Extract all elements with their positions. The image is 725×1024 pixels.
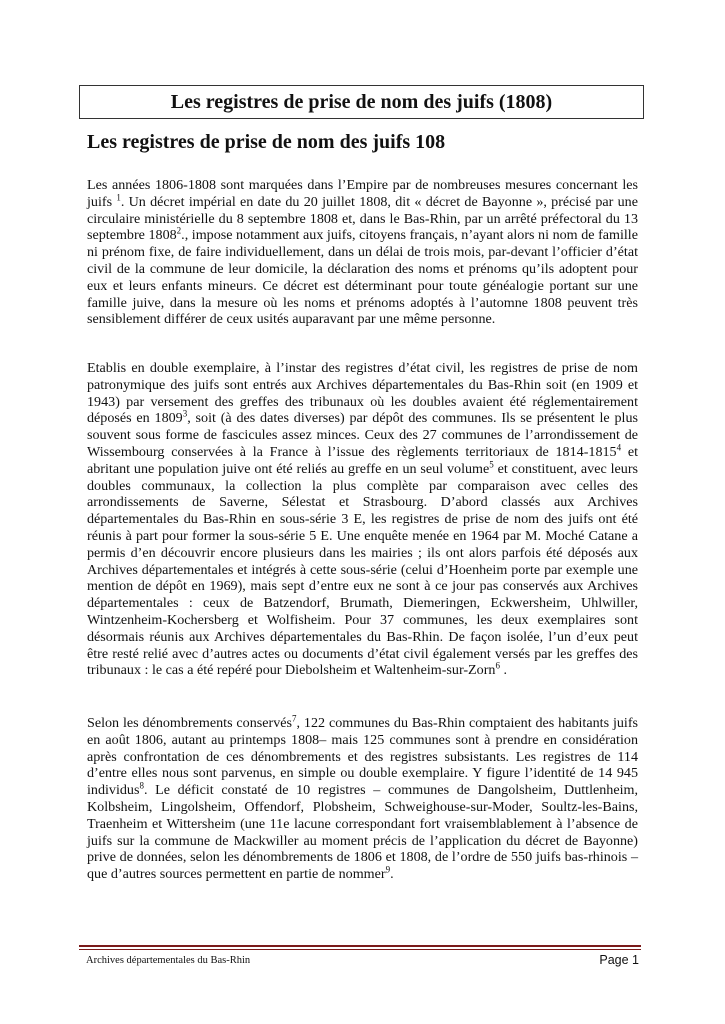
footnote-ref: 7 — [292, 713, 297, 724]
footnote-ref: 2 — [176, 225, 182, 236]
footnote-ref: 8 — [139, 780, 144, 791]
document-title: Les registres de prise de nom des juifs (1808) — [79, 85, 644, 119]
footnote-ref: 9 — [385, 864, 391, 875]
paragraph: Les années 1806-1808 sont marquées dans l’Empire par de nombreuses mesures concernant les juifs $^1$. Un décret impérial en date du 20 juillet 1808, dit « décret de Bayonne », précisé par une circulaire ministérielle du 8 septembre 1808 et, dans le Bas-Rhin, par un arrêté préfectoral du 13 septembre 1808$^2$., impose notamment aux juifs, citoyens français, n’ayant alors ni nom de famille ni prénom fixe, de faire individuellement, dans un délai de trois mois, par-devant l’officier d’état civil de la commune de leur domicile, la déclaration des noms et prénoms qu’ils adoptent pour eux et leurs enfants mineurs. Ce décret est déterminant pour toute généalogie portant sur une famille juive, dans la mesure où les noms et prénoms adoptés à l’automne 1808 peuvent très sensiblement différer de ceux usités auparavant par une même personne. — [87, 177, 638, 328]
paragraph: Etablis en double exemplaire, à l’instar des registres d’état civil, les registres de prise de nom patronymique des juifs sont entrés aux Archives départementales du Bas-Rhin soit (en 1909 et 1943) par versement des greffes des tribunaux où les doubles avaient été réglementairement déposés en 1809$^3$, soit (à des dates diverses) par dépôt des communes. Ils se présentent le plus souvent sous forme de fascicules assez minces. Ceux des 27 communes de l’arrondissement de Wissembourg conservées à la France à l’issue des règlements territoriaux de 1814-1815$^4$ et abritant une population juive ont été reliés au greffe en un seul volume$^5$ et constituent, avec leurs doubles communaux, la collection la plus complète par comparaison avec celles des arrondissements de Saverne, Sélestat et Strasbourg. D’abord classés aux Archives départementales du Bas-Rhin en sous-série 3 E, les registres de prise de nom des juifs ont été réunis à part pour former la sous-série 5 E. Une enquête menée en 1964 par M. Moché Catane a permis d’en découvrir encore plusieurs dans les mairies ; ils ont alors parfois été déposés aux Archives départementales et intégrés à cette sous-série (celui d’Hoenheim porte par exemple une mention de dépôt en 1969), mais sept d’entre eux ne sont à ce jour pas conservés aux Archives départementales : ceux de Batzendorf, Brumath, Diemeringen, Eckwersheim, Uhlwiller, Wintzenheim-Kochersberg et Wolfisheim. Pour 37 communes, les deux exemplaires sont désormais réunis aux Archives départementales du Bas-Rhin. De façon isolée, l’un d’eux peut être resté relié avec d’autres actes ou documents d’état civil également versés par les greffes des tribunaux : le cas a été repéré pour Diebolsheim et Waltenheim-sur-Zorn$^6$ . — [87, 360, 638, 679]
footnote-ref: 6 — [495, 660, 500, 671]
footnote-ref: 1 — [116, 192, 121, 203]
section-heading: Les registres de prise de nom des juifs 108 — [87, 131, 446, 153]
page-number: Page 1 — [599, 953, 639, 967]
footnote-ref: 4 — [616, 442, 622, 453]
footer-rule — [79, 945, 641, 947]
paragraph: Selon les dénombrements conservés$^7$, 122 communes du Bas-Rhin comptaient des habitants juifs en août 1806, autant au printemps 1808– mais 125 communes sont à prendre en considération après confrontation de ces dénombrements et des registres subsistants. Les registres de 114 d’entre elles nous sont parvenus, en simple ou double exemplaire. Y figure l’identité de 14 945 individus$^8$. Le déficit constaté de 10 registres – communes de Dangolsheim, Duttlenheim, Kolbsheim, Lingolsheim, Offendorf, Plobsheim, Schweighouse-sur-Moder, Soultz-les-Bains, Traenheim et Wittersheim (une 11e lacune correspondant fort vraisemblablement à l’absence de juifs sur la commune de Mackwiller au moment précis de l’application du décret de Bayonne) prive de données, selon les dénombrements de 1806 et 1808, de l’ordre de 550 juifs bas-rhinois – que d’autres sources permettent en partie de nommer$^9$. — [87, 713, 638, 883]
footnote-ref: 3 — [182, 408, 188, 419]
footer-source: Archives départementales du Bas-Rhin — [86, 955, 251, 966]
footnote-ref: 5 — [489, 459, 494, 470]
footer-rule — [79, 949, 641, 950]
